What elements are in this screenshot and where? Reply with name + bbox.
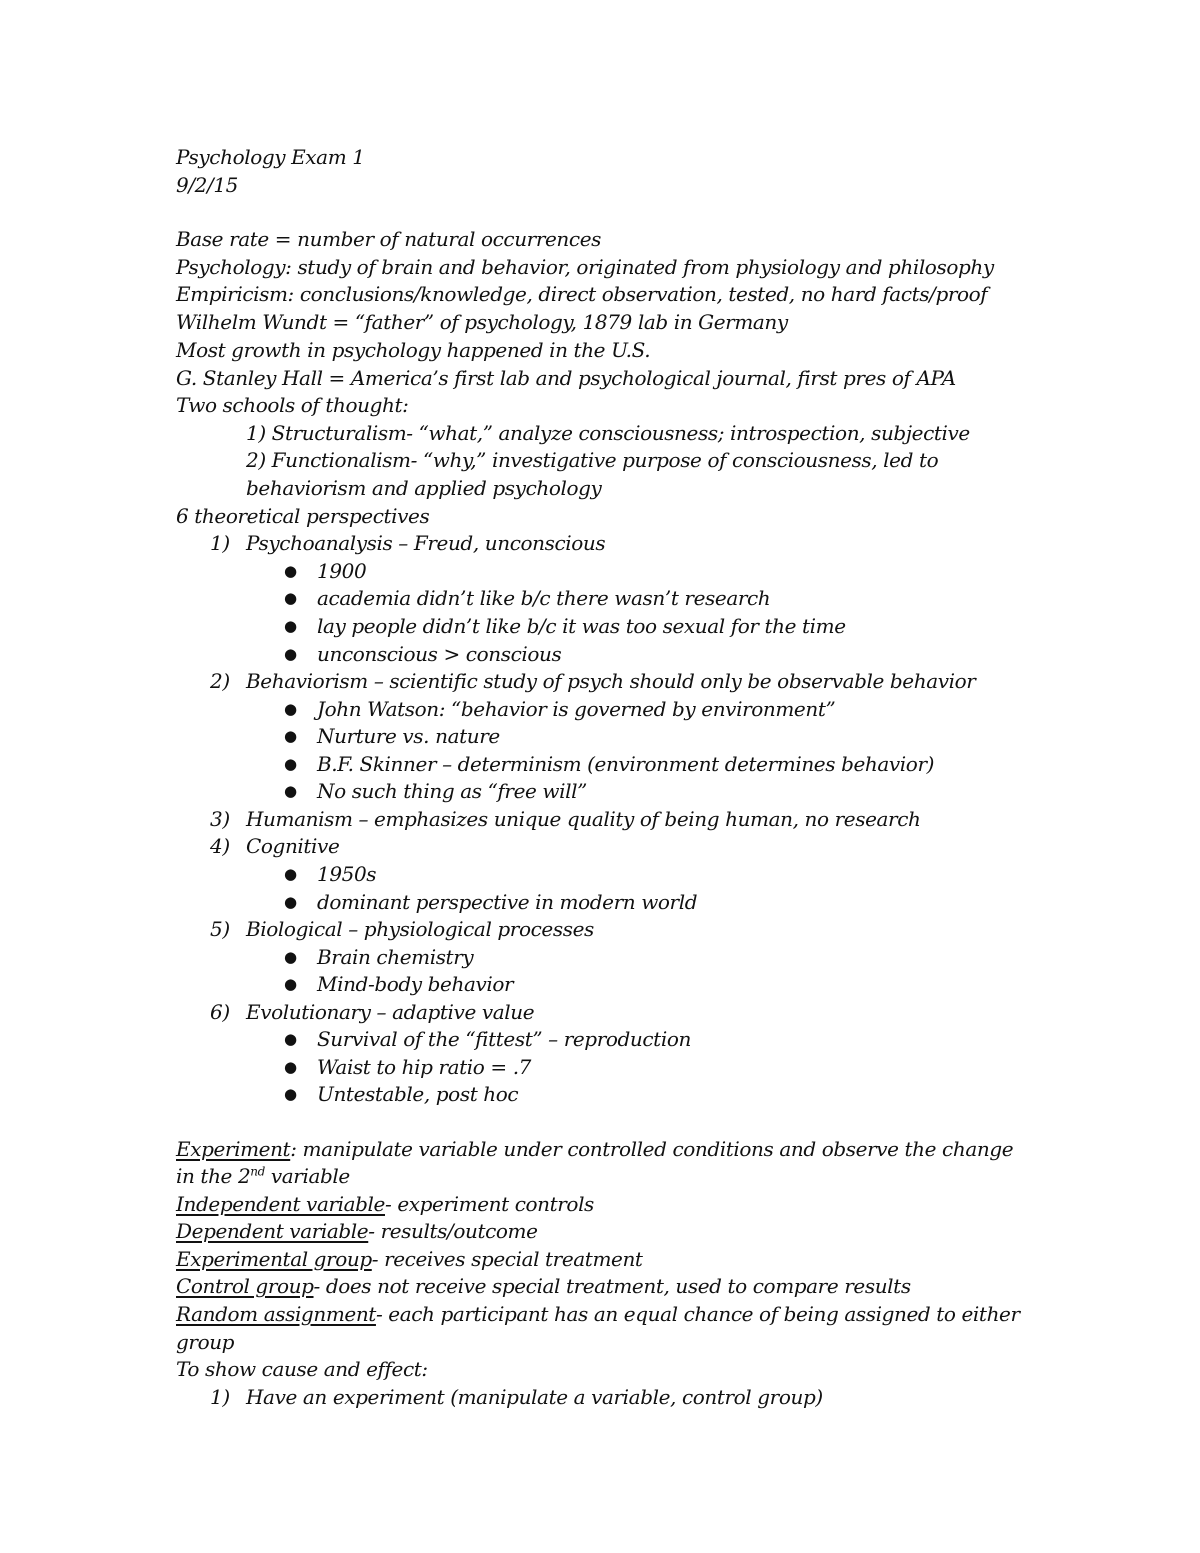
school-item: 1) Structuralism- “what,” analyze consciousness; introspection, subjective: [246, 421, 970, 445]
bullet-icon: ●: [284, 562, 297, 580]
ordinal-superscript: nd: [250, 1164, 265, 1179]
perspective-item: Cognitive: [246, 834, 340, 858]
perspective-item: Behaviorism – scientific study of psych should only be observable behavior: [246, 669, 976, 693]
perspective-item: Biological – physiological processes: [246, 917, 594, 941]
definition-line: [176, 1247, 643, 1271]
bullet-icon: ●: [284, 948, 297, 966]
definition-line: [176, 1274, 911, 1298]
definition-term: Dependent variable: [176, 1219, 369, 1243]
school-item: 2) Functionalism- “why,” investigative purpose of consciousness, led to: [246, 448, 939, 472]
list-number: 1): [210, 531, 230, 555]
definition-line: [176, 1219, 538, 1243]
bullet-item: academia didn’t like b/c there wasn’t research: [317, 586, 771, 610]
definition-text: variable: [264, 1164, 350, 1188]
bullet-item: Survival of the “fittest” – reproduction: [317, 1027, 691, 1051]
definition-text: - receives special treatment: [371, 1247, 643, 1271]
bullet-item: B.F. Skinner – determinism (environment determines behavior): [317, 752, 935, 776]
list-number: 4): [210, 834, 230, 858]
bullet-item: 1950s: [317, 862, 377, 886]
bullet-item: unconscious > conscious: [317, 642, 562, 666]
bullet-item: Mind-body behavior: [317, 972, 514, 996]
cause-effect-item: Have an experiment (manipulate a variable, control group): [246, 1385, 823, 1409]
school-item-continuation: behaviorism and applied psychology: [246, 476, 602, 500]
definition-term: Experimental group: [176, 1247, 372, 1271]
definition-term: Experiment: [176, 1137, 291, 1161]
document-date: 9/2/15: [176, 173, 238, 197]
bullet-item: Untestable, post hoc: [317, 1082, 519, 1106]
bullet-icon: ●: [284, 1030, 297, 1048]
bullet-item: No such thing as “free will”: [317, 779, 587, 803]
definition-experiment: [176, 1137, 1013, 1161]
note-line: Psychology: study of brain and behavior, originated from physiology and philosophy: [176, 255, 994, 279]
bullet-icon: ●: [284, 589, 297, 607]
definition-continuation: group: [176, 1330, 235, 1354]
definition-text: - does not receive special treatment, used to compare results: [313, 1274, 911, 1298]
section-heading: To show cause and effect:: [176, 1357, 428, 1381]
definition-text: in the 2: [176, 1164, 251, 1188]
bullet-item: Nurture vs. nature: [317, 724, 500, 748]
list-number: 1): [210, 1385, 230, 1409]
document-title: Psychology Exam 1: [176, 145, 365, 169]
definition-text: - results/outcome: [368, 1219, 538, 1243]
bullet-item: John Watson: “behavior is governed by environment”: [317, 697, 836, 721]
perspective-item: Humanism – emphasizes unique quality of being human, no research: [246, 807, 921, 831]
perspective-item: Psychoanalysis – Freud, unconscious: [246, 531, 606, 555]
definition-continuation: [176, 1164, 350, 1188]
note-line: Base rate = number of natural occurrences: [176, 227, 602, 251]
definition-term: Independent variable: [176, 1192, 385, 1216]
perspective-item: Evolutionary – adaptive value: [246, 1000, 535, 1024]
note-line: Two schools of thought:: [176, 393, 409, 417]
note-line: Empiricism: conclusions/knowledge, direct observation, tested, no hard facts/proof: [176, 282, 988, 306]
list-number: 2): [210, 669, 230, 693]
bullet-icon: ●: [284, 1085, 297, 1103]
bullet-icon: ●: [284, 645, 297, 663]
list-number: 5): [210, 917, 230, 941]
bullet-icon: ●: [284, 865, 297, 883]
definition-line: [176, 1192, 594, 1216]
bullet-icon: ●: [284, 893, 297, 911]
list-number: 3): [210, 807, 230, 831]
section-heading: 6 theoretical perspectives: [176, 504, 430, 528]
bullet-icon: ●: [284, 782, 297, 800]
note-line: Wilhelm Wundt = “father” of psychology, 1879 lab in Germany: [176, 310, 788, 334]
definition-term: Random assignment: [176, 1302, 376, 1326]
bullet-icon: ●: [284, 1058, 297, 1076]
bullet-icon: ●: [284, 727, 297, 745]
definition-text: - experiment controls: [385, 1192, 594, 1216]
bullet-icon: ●: [284, 617, 297, 635]
definition-text: - each participant has an equal chance of being assigned to either: [375, 1302, 1020, 1326]
definition-term: Control group: [176, 1274, 314, 1298]
bullet-icon: ●: [284, 975, 297, 993]
definition-line: [176, 1302, 1020, 1326]
bullet-item: Brain chemistry: [317, 945, 474, 969]
list-number: 6): [210, 1000, 230, 1024]
bullet-item: dominant perspective in modern world: [317, 890, 698, 914]
note-line: G. Stanley Hall = America’s first lab and psychological journal, first pres of APA: [176, 366, 956, 390]
definition-text: : manipulate variable under controlled conditions and observe the change: [290, 1137, 1014, 1161]
bullet-icon: ●: [284, 755, 297, 773]
bullet-icon: ●: [284, 700, 297, 718]
bullet-item: 1900: [317, 559, 367, 583]
bullet-item: Waist to hip ratio = .7: [317, 1055, 531, 1079]
note-line: Most growth in psychology happened in the U.S.: [176, 338, 651, 362]
bullet-item: lay people didn’t like b/c it was too sexual for the time: [317, 614, 846, 638]
